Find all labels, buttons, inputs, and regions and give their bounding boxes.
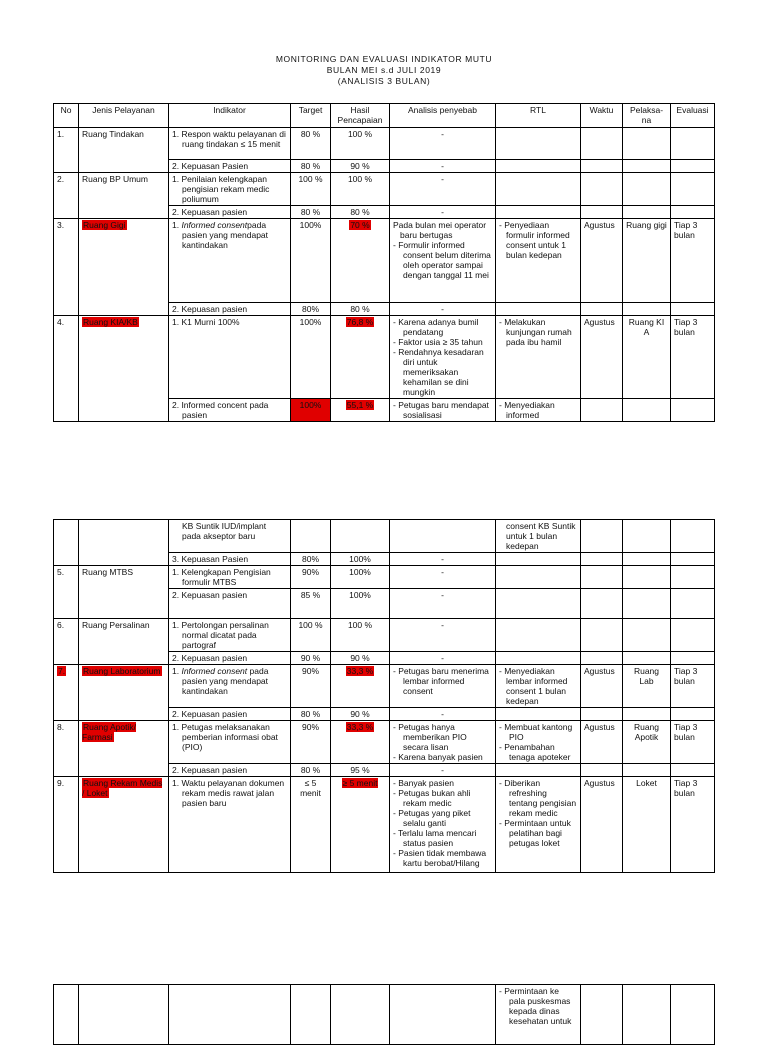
target-value: 80 % [291,206,331,219]
indicator-text: 2. Kepuasan Pasien [169,160,291,173]
result-value: 33,3 % [346,666,374,676]
rtl-text: - Diberikan refreshing tentang pengisian rekam medic [499,778,577,818]
analysis-text: - [390,553,496,566]
header-no: No [54,104,79,128]
result-value: 90 % [331,652,390,665]
result-cell [331,219,390,303]
service-name-cell [79,665,169,721]
analysis-text: - Karena adanya bumil pendatang [393,317,479,337]
indicator-italic: Informed consent [181,220,248,230]
result-value: 100 % [331,128,390,160]
header-analisis: Analisis penyebab [390,104,496,128]
result-value: ≥ 5 menit [342,778,378,788]
result-value: 55,1 % [346,400,374,410]
row-number-cell [54,665,79,721]
waktu-value: Agustus [581,219,623,303]
result-cell [331,721,390,764]
indicator-italic: Informed consent [181,666,248,676]
rtl-text: - Permintaan untuk pelatihan bagi petugas loket [499,818,571,848]
row-number: 4. [54,316,79,422]
row-number: 9. [54,777,79,873]
evaluasi-value: Tiap 3 bulan [671,316,715,399]
indicator-text: 2. Kepuasan pasien [169,708,291,721]
waktu-value: Agustus [581,316,623,399]
row-number: 2. [54,173,79,219]
analysis-text: - Terlalu lama mencari status pasien [393,828,477,848]
service-name: Ruang BP Umum [79,173,169,219]
indicator-text: 1. Kelengkapan Pengisian formulir MTBS [172,567,271,587]
table-row [54,173,715,206]
table-row [54,219,715,303]
result-value: 95 % [331,764,390,777]
header-evaluasi: Evaluasi [671,104,715,128]
indicator-text: 2. Kepuasan pasien [169,303,291,316]
service-name-cell [79,721,169,777]
indicator-table-part-1 [53,103,715,422]
rtl-text: - Permintaan ke pala puskesmas kepada dinas kesehatan untuk [499,986,572,1026]
table-row [54,619,715,652]
table-header-row [54,104,715,128]
target-value: 100 % [291,619,331,652]
waktu-value: Agustus [581,665,623,708]
result-value: 70 % [350,220,370,230]
analysis-text: - [390,652,496,665]
header-pelaksana: Pelaksa- na [623,104,671,128]
analysis-text: - Banyak pasien [393,778,454,788]
header-hasil: Hasil Pencapaian [331,104,390,128]
indicator-text: 1. Respon waktu pelayanan di ruang tindakan ≤ 15 menit [172,129,286,149]
row-number: 1. [54,128,79,173]
analysis-text: - [390,566,496,589]
target-value: 80% [291,303,331,316]
target-value: 80% [291,553,331,566]
result-cell [331,399,390,422]
indicator-text: 2. Kepuasan pasien [169,589,291,619]
analysis-text: - Petugas baru mendapat sosialisasi [393,400,489,420]
result-value: 100 % [331,619,390,652]
waktu-value: Agustus [581,721,623,764]
result-cell [331,777,390,873]
indicator-cell [169,219,291,303]
header-jenis: Jenis Pelayanan [79,104,169,128]
row-number: 3. [54,219,79,316]
analysis-text: - Petugas baru menerima lembar informed consent [393,666,489,696]
rtl-cell [496,777,581,873]
target-value: ≤ 5 menit [291,777,331,873]
indicator-text: 1. Petugas melaksanakan pemberian informasi obat (PIO) [172,722,278,752]
indicator-number: 1. [172,220,180,230]
rtl-text: - Membuat kantong PIO [499,722,573,742]
target-value: 80 % [291,128,331,160]
analysis-text: - Petugas yang piket selalu ganti [393,808,471,828]
rtl-text: - Penambahan tenaga apoteker [499,742,571,762]
table-row [54,985,715,1045]
service-name: Ruang MTBS [79,566,169,619]
indicator-cell [169,665,291,708]
analysis-text: - [390,173,496,206]
table-row [54,721,715,764]
analysis-text: - [390,128,496,160]
result-value: 33,3 % [346,722,374,732]
indicator-table-part-3 [53,984,715,1045]
table-row [54,566,715,589]
table-row [54,665,715,708]
target-value: 100 % [291,173,331,206]
evaluasi-value: Tiap 3 bulan [671,721,715,764]
analysis-text: - [390,589,496,619]
title-line-3: (ANALISIS 3 BULAN) [337,76,431,86]
analysis-text: - [390,206,496,219]
target-value: 80 % [291,764,331,777]
table-row [54,777,715,873]
result-value: 80 % [331,206,390,219]
result-value: 100% [331,553,390,566]
service-name: Ruang Persalinan [79,619,169,665]
indicator-text: 3. Kepuasan Pasien [169,553,291,566]
table-row [54,520,715,553]
analysis-text: - Faktor usia ≥ 35 tahun [393,337,483,347]
analysis-text: - Rendahnya kesadaran diri untuk memeriksakan kehamilan se dini mungkin [393,347,484,397]
result-cell [331,665,390,708]
analysis-cell [390,777,496,873]
document-title [0,54,768,87]
service-name-cell [79,219,169,316]
result-value: 100 % [331,173,390,206]
header-indikator: Indikator [169,104,291,128]
result-value: 100% [331,566,390,589]
header-waktu: Waktu [581,104,623,128]
row-number: 5. [54,566,79,619]
table-row [54,316,715,399]
target-value: 90% [291,721,331,764]
pelaksana-value: Loket [623,777,671,873]
result-cell [331,316,390,399]
indicator-text: pada pasien yang mendapat kantindakan [182,220,269,250]
indicator-text: 1. Waktu pelayanan dokumen rekam medis rawat jalan pasien baru [172,778,285,808]
analysis-text: Pada bulan mei operator baru bertugas [393,220,487,240]
row-number: 6. [54,619,79,665]
title-line-1: MONITORING DAN EVALUASI INDIKATOR MUTU [275,54,493,64]
header-target: Target [291,104,331,128]
indicator-text: KB Suntik IUD/implant pada akseptor baru [182,521,267,541]
result-value: 90 % [331,708,390,721]
analysis-text: - [390,303,496,316]
result-value: 76,8 % [346,317,374,327]
title-line-2: BULAN MEI s.d JULI 2019 [326,65,442,75]
analysis-text: - Pasien tidak membawa kartu berobat/Hilang [393,848,487,868]
target-value: 100% [291,399,331,422]
target-value: 90 % [291,652,331,665]
service-name: Ruang Rekam Medis / Loket [82,778,163,798]
indicator-text: 2. Informed concent pada pasien [172,400,269,420]
target-value: 80 % [291,160,331,173]
service-name: Ruang Apotik/ Farmasi [82,722,136,742]
indicator-text: 2. Kepuasan pasien [169,206,291,219]
service-name: Ruang Gigi [83,220,126,230]
evaluasi-value: Tiap 3 bulan [671,219,715,303]
analysis-cell [390,721,496,764]
row-number: 8. [54,721,79,777]
service-name: Ruang Tindakan [79,128,169,173]
target-value: 100% [291,316,331,399]
evaluasi-value: Tiap 3 bulan [671,777,715,873]
analysis-cell [390,316,496,399]
target-value: 90% [291,665,331,708]
analysis-text: - Petugas bukan ahli rekam medic [393,788,471,808]
indicator-text: 2. Kepuasan pasien [169,652,291,665]
pelaksana-value: Ruang Lab [623,665,671,708]
rtl-text: - Melakukan kunjungan rumah pada ibu hamil [499,317,572,347]
indicator-text: 1. K1 Murni 100% [172,317,240,327]
target-value: 90% [291,566,331,589]
evaluasi-value: Tiap 3 bulan [671,665,715,708]
analysis-text: - Karena banyak pasien [393,752,483,762]
analysis-text: - [390,160,496,173]
analysis-text: - Petugas hanya memberikan PIO secara lisan [393,722,467,752]
result-value: 90 % [331,160,390,173]
header-rtl: RTL [496,104,581,128]
target-value: 80 % [291,708,331,721]
waktu-value: Agustus [581,777,623,873]
indicator-table-part-2 [53,519,715,873]
rtl-cell [496,721,581,764]
table-row [54,128,715,160]
service-name: Ruang KIA/KB [83,317,138,327]
analysis-text: - [390,764,496,777]
pelaksana-value: Ruang Apotik [623,721,671,764]
indicator-text: 2. Kepuasan pasien [169,764,291,777]
row-number: 7. [58,666,66,676]
indicator-text: 1. Pertolongan persalinan normal dicatat pada partograf [172,620,269,650]
target-value: 100% [291,219,331,303]
rtl-text: consent KB Suntik untuk 1 bulan kedepan [506,521,576,551]
rtl-text: - Menyediakan lembar informed consent 1 bulan kedepan [499,666,568,706]
indicator-number: 1. [172,666,180,676]
analysis-cell [390,219,496,303]
indicator-text: 1. Penilaian kelengkapan pengisian rekam medic poliumum [172,174,270,204]
rtl-text: - Penyediaan formulir informed consent untuk 1 bulan kedepan [499,220,570,260]
service-name: Ruang Laboratorium [83,666,161,676]
service-name-cell [79,777,169,873]
result-value: 80 % [331,303,390,316]
analysis-text: - [390,619,496,652]
service-name-cell [79,316,169,422]
indicator-text: pada pasien yang mendapat kantindakan [182,666,269,696]
analysis-text: - Formulir informed consent belum diterima oleh operator sampai dengan tanggal 11 mei [393,240,491,280]
target-value: 85 % [291,589,331,619]
pelaksana-value: Ruang gigi [623,219,671,303]
rtl-text: - Menyediakan informed [499,400,555,420]
pelaksana-value: Ruang KI A [623,316,671,399]
result-value: 100% [331,589,390,619]
analysis-text: - [390,708,496,721]
